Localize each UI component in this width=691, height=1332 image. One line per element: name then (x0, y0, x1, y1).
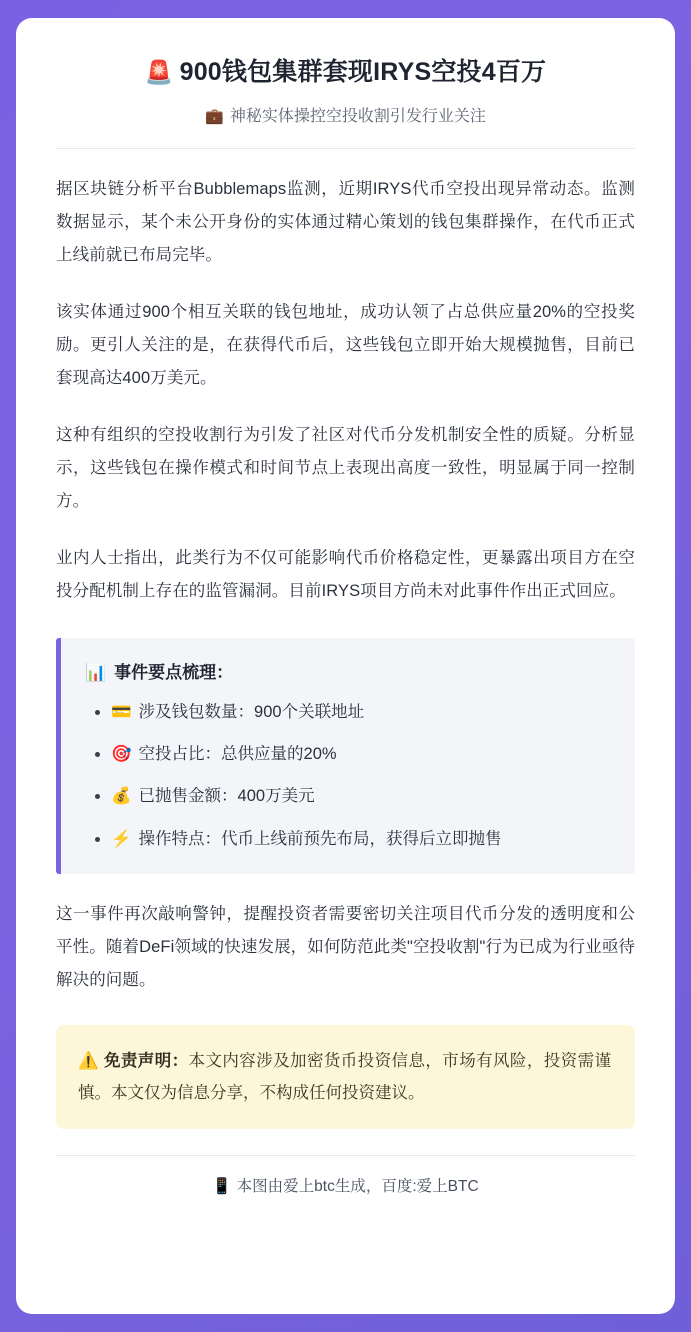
page-subtitle-text: 神秘实体操控空投收割引发行业关注 (229, 107, 486, 125)
paragraph-2: 该实体通过900个相互关联的钱包地址，成功认领了占总供应量20%的空投奖励。更引人关注的是，在获得代币后，这些钱包立即开始大规模抛售，目前已套现高达400万美元。 (56, 302, 635, 387)
page-subtitle (56, 103, 635, 126)
article-card (16, 18, 675, 1314)
list-item-text: 涉及钱包数量：900个关联地址 (138, 702, 365, 721)
footer-text: 本图由爱上btc生成，百度:爱上BTC (236, 1178, 479, 1196)
warning-icon: ⚠️ (78, 1052, 99, 1071)
lightning-icon: ⚡ (111, 829, 132, 848)
disclaimer-text-wrapper (78, 1045, 611, 1109)
paragraph-4: 业内人士指出，此类行为不仅可能影响代币价格稳定性，更暴露出项目方在空投分配机制上存在的监管漏洞。目前IRYS项目方尚未对此事件作出正式回应。 (56, 548, 635, 600)
list-item-text: 已抛售金额：400万美元 (138, 787, 315, 806)
key-points-list (85, 699, 613, 853)
mobile-icon: 📱 (212, 1178, 232, 1196)
disclaimer-text: 本文内容涉及加密货币投资信息，市场有风险，投资需谨慎。本文仅为信息分享，不构成任何投资建议。 (78, 1052, 612, 1103)
footer-divider (56, 1155, 635, 1156)
closing-paragraph: 这一事件再次敲响警钟，提醒投资者需要密切关注项目代币分发的透明度和公平性。随着DeFi领域的快速发展，如何防范此类"空投收割"行为已成为行业亟待解决的问题。 (56, 905, 635, 990)
key-points-title (85, 658, 613, 683)
header-divider (56, 148, 635, 149)
money-bag-icon: 💰 (111, 787, 132, 806)
footer (56, 1174, 635, 1196)
paragraph-3: 这种有组织的空投收割行为引发了社区对代币分发机制安全性的质疑。分析显示，这些钱包在操作模式和时间节点上表现出高度一致性，明显属于同一控制方。 (56, 425, 635, 510)
page-title (56, 56, 635, 89)
list-item (111, 741, 613, 767)
list-item-text: 空投占比：总供应量的20% (138, 744, 337, 763)
page-title-text: 900钱包集群套现IRYS空投4百万 (179, 58, 547, 86)
key-points-box (56, 638, 635, 875)
disclaimer-box (56, 1025, 635, 1129)
disclaimer-label: 免责声明： (103, 1052, 189, 1071)
list-item-text: 操作特点：代币上线前预先布局，获得后立即抛售 (138, 829, 502, 848)
key-points-title-text: 事件要点梳理： (114, 662, 234, 682)
list-item (111, 699, 613, 725)
list-item (111, 826, 613, 852)
list-item (111, 783, 613, 809)
card-icon: 💳 (111, 702, 132, 721)
siren-icon: 🚨 (144, 59, 174, 85)
paragraph-1: 据区块链分析平台Bubblemaps监测，近期IRYS代币空投出现异常动态。监测数据显示，某个未公开身份的实体通过精心策划的钱包集群操作，在代币正式上线前就已布局完毕。 (56, 179, 635, 264)
target-icon: 🎯 (111, 744, 132, 763)
briefcase-icon: 💼 (205, 107, 224, 125)
chart-icon: 📊 (85, 662, 107, 682)
